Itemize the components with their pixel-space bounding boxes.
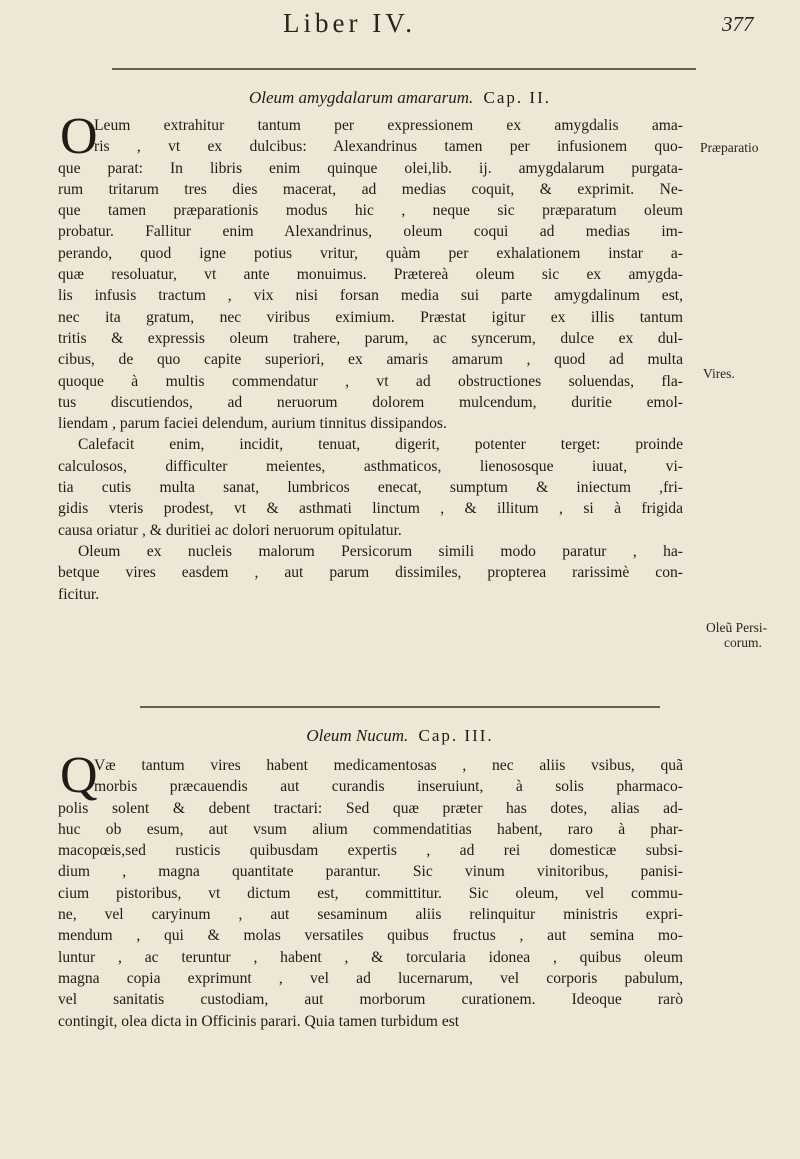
text-line: ficitur. (58, 585, 100, 603)
text-line: tritis & expressis oleum trahere, parum, ac syncerum, dulce ex dul- (58, 329, 683, 347)
drop-cap: Q (60, 747, 98, 804)
text-line: nec ita gratum, nec viribus eximium. Præstat igitur ex illis tantum (58, 308, 683, 326)
text-line: Leum extrahitur tantum per expressionem ex amygdalis ama- (94, 117, 683, 134)
text-line: mendum , qui & molas versatiles quibus fructus , aut semina mo- (58, 927, 683, 945)
text-line: liendam , parum faciei delendum, aurium tinnitus dissipandos. (58, 415, 447, 433)
text-line: rum tritarum tres dies macerat, ad medias coquit, & exprimit. Ne- (58, 180, 683, 198)
text-line: gidis vteris prodest, vt & asthmati linctum , & illitum , si à frigida (58, 500, 683, 518)
text-line: tia cutis multa sanat, lumbricos enecat, sumptum & iniectum ,fri- (58, 479, 683, 497)
section-rule (140, 706, 660, 708)
text-line: que parat: In libris enim quinque olei,lib. ij. amygdalarum purgata- (58, 159, 683, 177)
chapter-number: Cap. III. (418, 726, 494, 745)
chapter-number: Cap. II. (483, 88, 551, 107)
text-line: polis solent & debent tractari: Sed quæ præter has dotes, alias ad- (58, 799, 683, 817)
margin-note-vires: Vires. (703, 366, 735, 381)
running-head (0, 6, 800, 46)
text-line: que tamen præparationis modus hic , neque sic præparatum oleum (58, 202, 683, 220)
page-number: 377 (722, 12, 754, 36)
text-line: huc ob esum, aut vsum alium commendatitias habent, raro à phar- (58, 820, 683, 838)
chapter-heading-3 (0, 726, 800, 746)
chapter-heading-2 (0, 88, 800, 108)
chapter-title: Oleum Nucum. (306, 726, 409, 745)
text-line: ne, vel caryinum , aut sesaminum aliis relinquitur ministris expri- (58, 906, 683, 924)
margin-note-praeparatio: Præparatio (700, 140, 759, 155)
text-line: Oleum ex nucleis malorum Persicorum simili modo paratur , ha- (78, 542, 683, 560)
text-line: contingit, olea dicta in Officinis parari. Quia tamen turbidum est (58, 1012, 460, 1030)
drop-cap: O (60, 108, 98, 165)
running-head-title: Liber IV. (283, 8, 416, 38)
text-line: magna copia exprimunt , vel ad lucernarum, vel corporis pabulum, (58, 969, 683, 987)
chapter-text-2 (58, 115, 683, 605)
text-line: cibus, de quo capite superiori, ex amaris amarum , quod ad multa (58, 351, 683, 369)
text-line: ris , vt ex dulcibus: Alexandrinus tamen per infusionem quo- (94, 138, 683, 156)
header-rule (112, 68, 696, 70)
text-line: calculosos, difficulter meientes, asthmaticos, lienososque iuuat, vi- (58, 457, 683, 475)
text-line: morbis præcauendis aut curandis inseruiunt, à solis pharmaco- (94, 778, 683, 796)
chapter-title: Oleum amygdalarum amararum. (248, 88, 474, 107)
chapter-text-3 (58, 755, 683, 1032)
text-line: tus discutiendos, ad neruorum dolorem mulcendum, duritie emol- (58, 393, 683, 411)
text-line: cium pistoribus, vt dictum est, committitur. Sic oleum, vel commu- (58, 884, 683, 902)
margin-note-line: corum. (724, 635, 762, 650)
text-line: Calefacit enim, incidit, tenuat, digerit, potenter terget: proinde (78, 436, 683, 454)
text-line: perando, quod igne potius vritur, quàm per exhalationem instar a- (58, 244, 683, 262)
text-line: lis infusis tractum , vix nisi forsan media sui parte amygdalinum est, (58, 287, 683, 305)
text-line: vel sanitatis custodiam, aut morborum curationem. Ideoque rarò (58, 991, 683, 1009)
text-line: macopœis,sed rusticis quibusdam expertis , ad rei domesticæ subsi- (58, 842, 683, 860)
margin-note-persicorum (706, 620, 767, 650)
text-line: luntur , ac teruntur , habent , & torcularia idonea , quibus oleum (58, 948, 683, 966)
margin-note-line: Oleũ Persi- (706, 620, 768, 635)
text-line: probatur. Fallitur enim Alexandrinus, oleum coqui ad medias im- (58, 223, 683, 241)
text-line: betque vires easdem , aut parum dissimiles, propterea rarissimè con- (58, 564, 683, 582)
text-line: causa oriatur , & duritiei ac dolori neruorum opitulatur. (58, 521, 402, 539)
text-line: dium , magna quantitate parantur. Sic vinum vinitoribus, panisi- (58, 863, 683, 881)
text-line: quoque à multis commendatur , vt ad obstructiones soluendas, fla- (58, 372, 683, 390)
text-line: quæ resoluatur, vt ante monuimus. Prætereà oleum sic ex amygda- (58, 266, 683, 284)
text-line: Væ tantum vires habent medicamentosas , nec aliis vsibus, quã (94, 757, 683, 774)
